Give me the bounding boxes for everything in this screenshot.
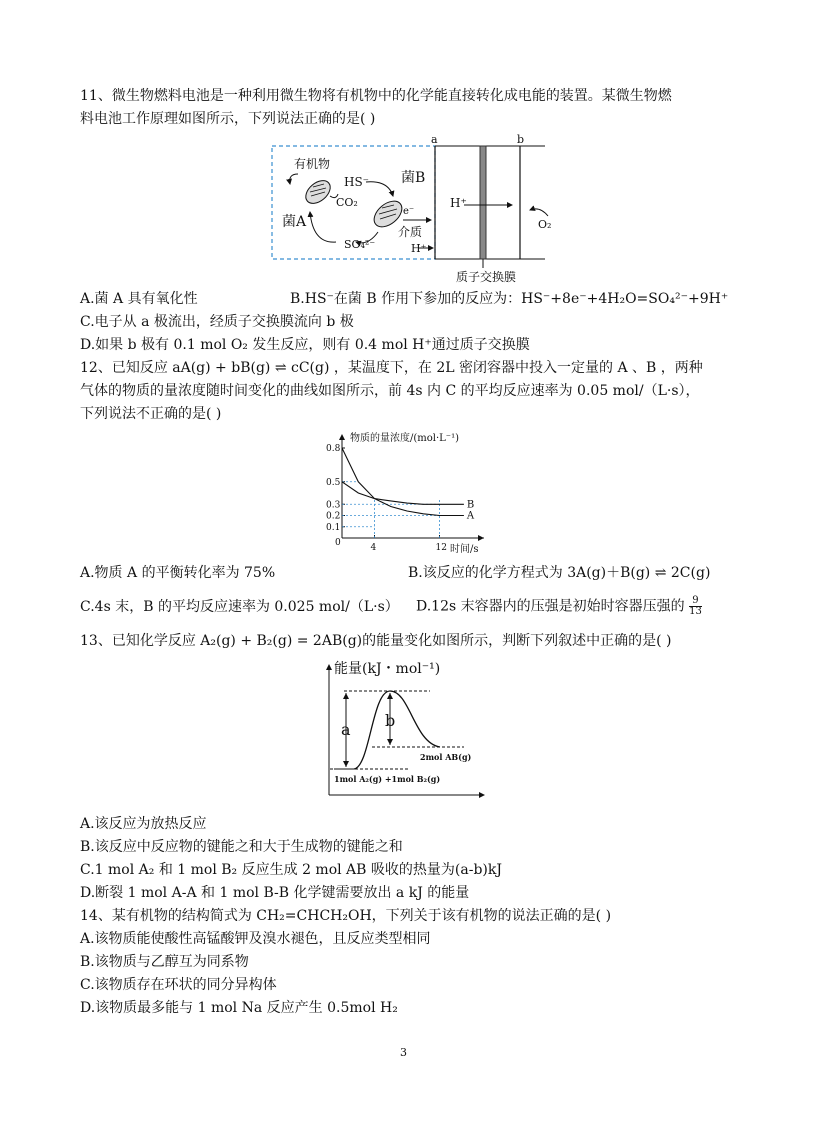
medium-label: 介质 bbox=[398, 225, 423, 239]
x-axis-label: 时间/s bbox=[450, 544, 479, 555]
membrane-label: 质子交换膜 bbox=[456, 270, 517, 284]
bacteria-a-icon bbox=[301, 176, 334, 208]
q11-stem-line1: 11、微生物燃料电池是一种利用微生物将有机物中的化学能直接转化成电能的装置。某微生物燃 bbox=[80, 88, 672, 104]
x-tick-label: 4 bbox=[370, 543, 377, 553]
q12-stem-line3: 下列说法不正确的是( ) bbox=[80, 406, 222, 422]
y-tick-label: 0.8 bbox=[326, 444, 341, 454]
o2-label: O₂ bbox=[538, 218, 552, 231]
q12-option-a: A.物质 A 的平衡转化率为 75% bbox=[80, 565, 276, 581]
fraction-numerator: 9 bbox=[689, 596, 702, 607]
q12-option-d-text: D.12s 末容器内的压强是初始时容器压强的 bbox=[416, 598, 685, 615]
q12-stem-line1: 12、已知反应 aA(g) + bB(g) ⇌ cC(g) ，某温度下，在 2L 密闭容器中投入一定量的 A 、B ，两种 bbox=[80, 360, 703, 376]
co2-label: CO₂ bbox=[336, 196, 358, 209]
series-B-label: B bbox=[466, 499, 475, 511]
y-tick-label: 0.3 bbox=[326, 500, 341, 511]
x-tick-label: 12 bbox=[435, 543, 447, 553]
bacteria-b-label: 菌B bbox=[401, 170, 426, 186]
q11-option-d: D.如果 b 极有 0.1 mol O₂ 发生反应，则有 0.4 mol H⁺通过质子交换膜 bbox=[80, 337, 530, 353]
origin-label: 0 bbox=[335, 538, 341, 548]
h-plus-left-label: H⁺ bbox=[411, 242, 427, 255]
pressure-ratio-fraction bbox=[689, 596, 702, 617]
q13-option-a: A.该反应为放热反应 bbox=[80, 816, 207, 832]
q14-option-b: B.该物质与乙醇互为同系物 bbox=[80, 954, 249, 970]
y-axis-arrow bbox=[339, 434, 345, 440]
series-A-label: A bbox=[466, 510, 475, 522]
q13-option-c: C.1 mol A₂ 和 1 mol B₂ 反应生成 2 mol AB 吸收的热量为(a-b)kJ bbox=[80, 862, 502, 878]
h-plus-mid-label: H⁺ bbox=[450, 196, 467, 210]
electron-label: e⁻ bbox=[403, 206, 415, 217]
y-tick-label: 0.5 bbox=[326, 477, 341, 488]
series-A-line bbox=[342, 448, 464, 516]
q14-option-c: C.该物质存在环状的同分异构体 bbox=[80, 977, 277, 993]
proton-exchange-membrane bbox=[480, 146, 486, 259]
energy-axis-label: 能量(kJ・mol⁻¹) bbox=[334, 661, 441, 677]
concentration-chart bbox=[322, 428, 492, 558]
electrode-a-label: a bbox=[431, 134, 438, 146]
energy-a-label: a bbox=[341, 720, 351, 739]
q14-stem: 14、某有机物的结构简式为 CH₂=CHCH₂OH，下列关于该有机物的说法正确的是( ) bbox=[80, 908, 612, 924]
q13-stem: 13、已知化学反应 A₂(g) + B₂(g) = 2AB(g)的能量变化如图所示，判断下列叙述中正确的是( ) bbox=[80, 633, 672, 649]
q11-stem-line2: 料电池工作原理如图所示，下列说法正确的是( ) bbox=[80, 111, 376, 127]
y-tick-label: 0.1 bbox=[326, 522, 341, 533]
q14-option-a: A.该物质能使酸性高锰酸钾及溴水褪色，且反应类型相同 bbox=[80, 931, 431, 947]
q11-option-c: C.电子从 a 极流出，经质子交换膜流向 b 极 bbox=[80, 314, 354, 330]
fuel-cell-figure bbox=[268, 134, 568, 284]
q11-option-b: B.HS⁻在菌 B 作用下参加的反应为：HS⁻+8e⁻+4H₂O=SO₄²⁻+9H⁺ bbox=[290, 291, 729, 307]
x-axis-arrow bbox=[478, 535, 484, 541]
y-axis-label: 物质的量浓度/(mol·L⁻¹) bbox=[350, 433, 459, 444]
bacteria-a-label: 菌A bbox=[282, 214, 307, 230]
q12-option-d bbox=[416, 596, 702, 617]
q11-option-a: A.菌 A 具有氧化性 bbox=[80, 291, 198, 307]
page-number: 3 bbox=[400, 1046, 407, 1059]
q12-option-c: C.4s 末，B 的平均反应速率为 0.025 mol/（L·s） bbox=[80, 599, 399, 615]
energy-b-label: b bbox=[385, 711, 396, 730]
products-label: 2mol AB(g) bbox=[420, 752, 472, 762]
series-B-line bbox=[342, 482, 464, 505]
q13-option-d: D.断裂 1 mol A-A 和 1 mol B-B 化学键需要放出 a kJ 的能量 bbox=[80, 885, 470, 901]
q14-option-d: D.该物质最多能与 1 mol Na 反应产生 0.5mol H₂ bbox=[80, 1000, 398, 1016]
energy-diagram bbox=[322, 655, 492, 800]
reactants-label: 1mol A₂(g) +1mol B₂(g) bbox=[334, 774, 441, 784]
fraction-denominator: 13 bbox=[689, 606, 702, 617]
electrode-b-label: b bbox=[517, 134, 525, 146]
organic-label: 有机物 bbox=[294, 157, 331, 171]
so4-label: SO₄²⁻ bbox=[344, 238, 376, 251]
hs-label: HS⁻ bbox=[344, 175, 370, 189]
y-tick-label: 0.2 bbox=[326, 511, 341, 522]
q12-option-b: B.该反应的化学方程式为 3A(g)＋B(g) ⇌ 2C(g) bbox=[408, 565, 711, 581]
q13-option-b: B.该反应中反应物的键能之和大于生成物的键能之和 bbox=[80, 839, 403, 855]
q12-stem-line2: 气体的物质的量浓度随时间变化的曲线如图所示，前 4s 内 C 的平均反应速率为 0.05 mol/（L·s）， bbox=[80, 383, 700, 399]
